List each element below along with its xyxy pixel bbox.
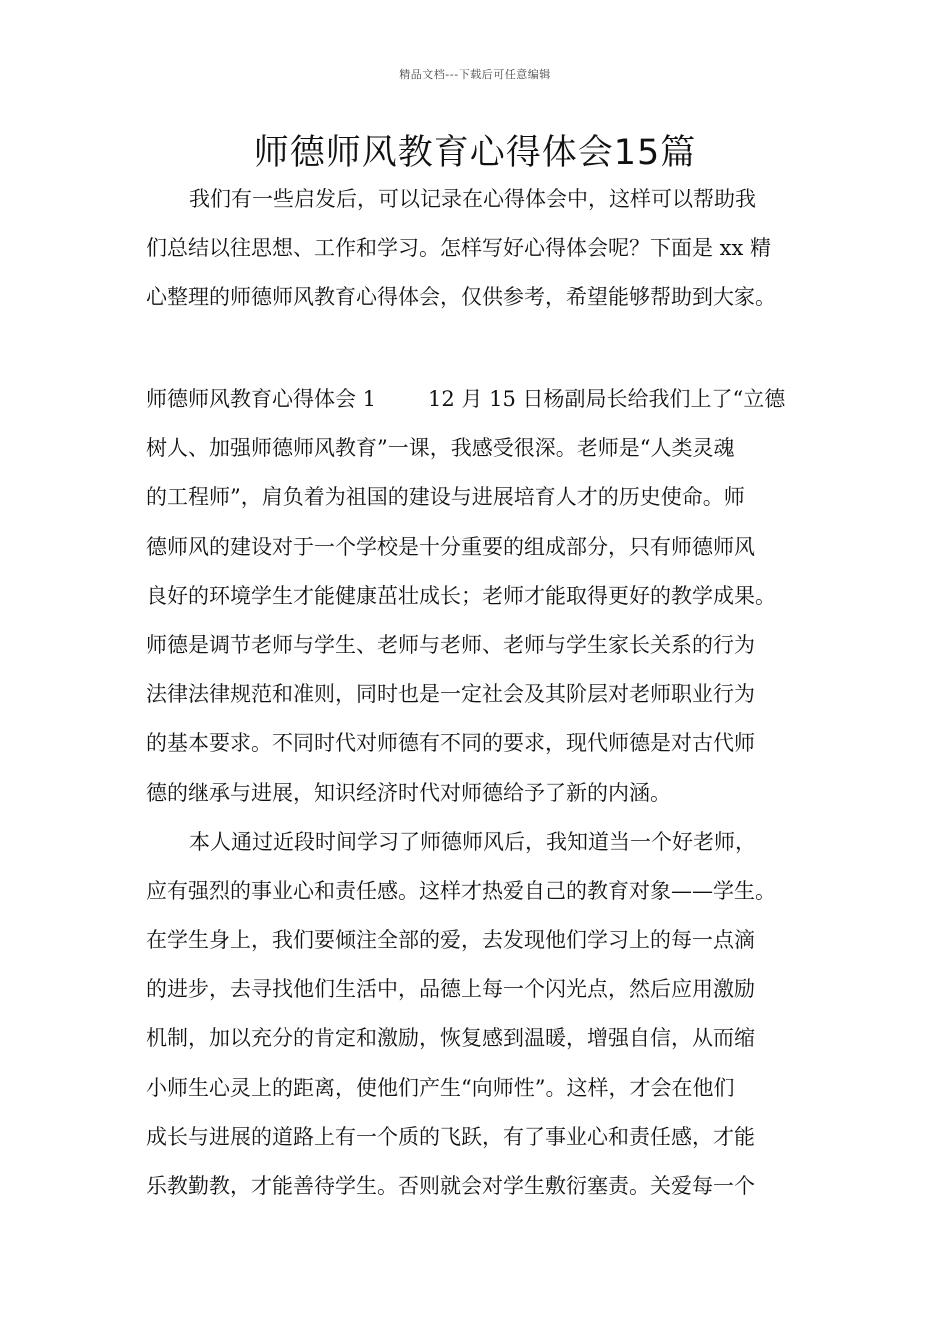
paragraph-line: 机制，加以充分的肯定和激励，恢复感到温暖，增强自信，从而缩: [146, 1026, 755, 1051]
page-header: 精品文档---下载后可任意编辑: [399, 68, 551, 81]
paragraph-line: 在学生身上，我们要倾注全部的爱，去发现他们学习上的每一点滴: [146, 928, 755, 953]
paragraph-line: 应有强烈的事业心和责任感。这样才热爱自己的教育对象——学生。: [146, 878, 776, 903]
paragraph-line: 的进步，去寻找他们生活中，品德上每一个闪光点，然后应用激励: [146, 977, 755, 1002]
intro-paragraph: [146, 175, 818, 323]
paragraph-line: 德的继承与进展，知识经济时代对师德给予了新的内涵。: [146, 780, 671, 805]
section-1: [146, 375, 818, 1211]
paragraph-line: 小师生心灵上的距离，使他们产生“向师性”。这样，才会在他们: [146, 1075, 735, 1100]
paragraph-line: 树人、加强师德师风教育”一课，我感受很深。老师是“人类灵魂: [146, 436, 735, 461]
document-title: 师德师风教育心得体会15篇: [253, 133, 697, 173]
section-heading: 师德师风教育心得体会 1: [146, 387, 377, 411]
intro-line: 心整理的师德师风教育心得体会，仅供参考，希望能够帮助到大家。: [146, 285, 776, 310]
paragraph-line: 乐教勤教，才能善待学生。否则就会对学生敷衍塞责。关爱每一个: [146, 1174, 755, 1198]
paragraph-line: 良好的环境学生才能健康茁壮成长；老师才能取得更好的教学成果。: [146, 583, 776, 608]
paragraph-line: 德师风的建设对于一个学校是十分重要的组成部分，只有师德师风: [146, 534, 755, 559]
paragraph-line: 法律法律规范和准则，同时也是一定社会及其阶层对老师职业行为: [146, 682, 755, 707]
paragraph-line: 师德是调节老师与学生、老师与老师、老师与学生家长关系的行为: [146, 632, 755, 657]
section-1-first-line: [146, 375, 818, 424]
intro-line: 我们有一些启发后，可以记录在心得体会中，这样可以帮助我: [189, 187, 756, 211]
paragraph-line: 成长与进展的道路上有一个质的飞跃，有了事业心和责任感，才能: [146, 1124, 755, 1149]
paragraph-line: 的工程师”，肩负着为祖国的建设与进展培育人才的历史使命。师: [146, 485, 745, 510]
paragraph-line: 12 月 15 日杨副局长给我们上了“立德: [428, 387, 786, 411]
paragraph-line: 本人通过近段时间学习了师德师风后，我知道当一个好老师，: [189, 829, 756, 854]
intro-line: 们总结以往思想、工作和学习。怎样写好心得体会呢？下面是 xx 精: [146, 236, 772, 261]
paragraph-line: 的基本要求。不同时代对师德有不同的要求，现代师德是对古代师: [146, 731, 755, 756]
